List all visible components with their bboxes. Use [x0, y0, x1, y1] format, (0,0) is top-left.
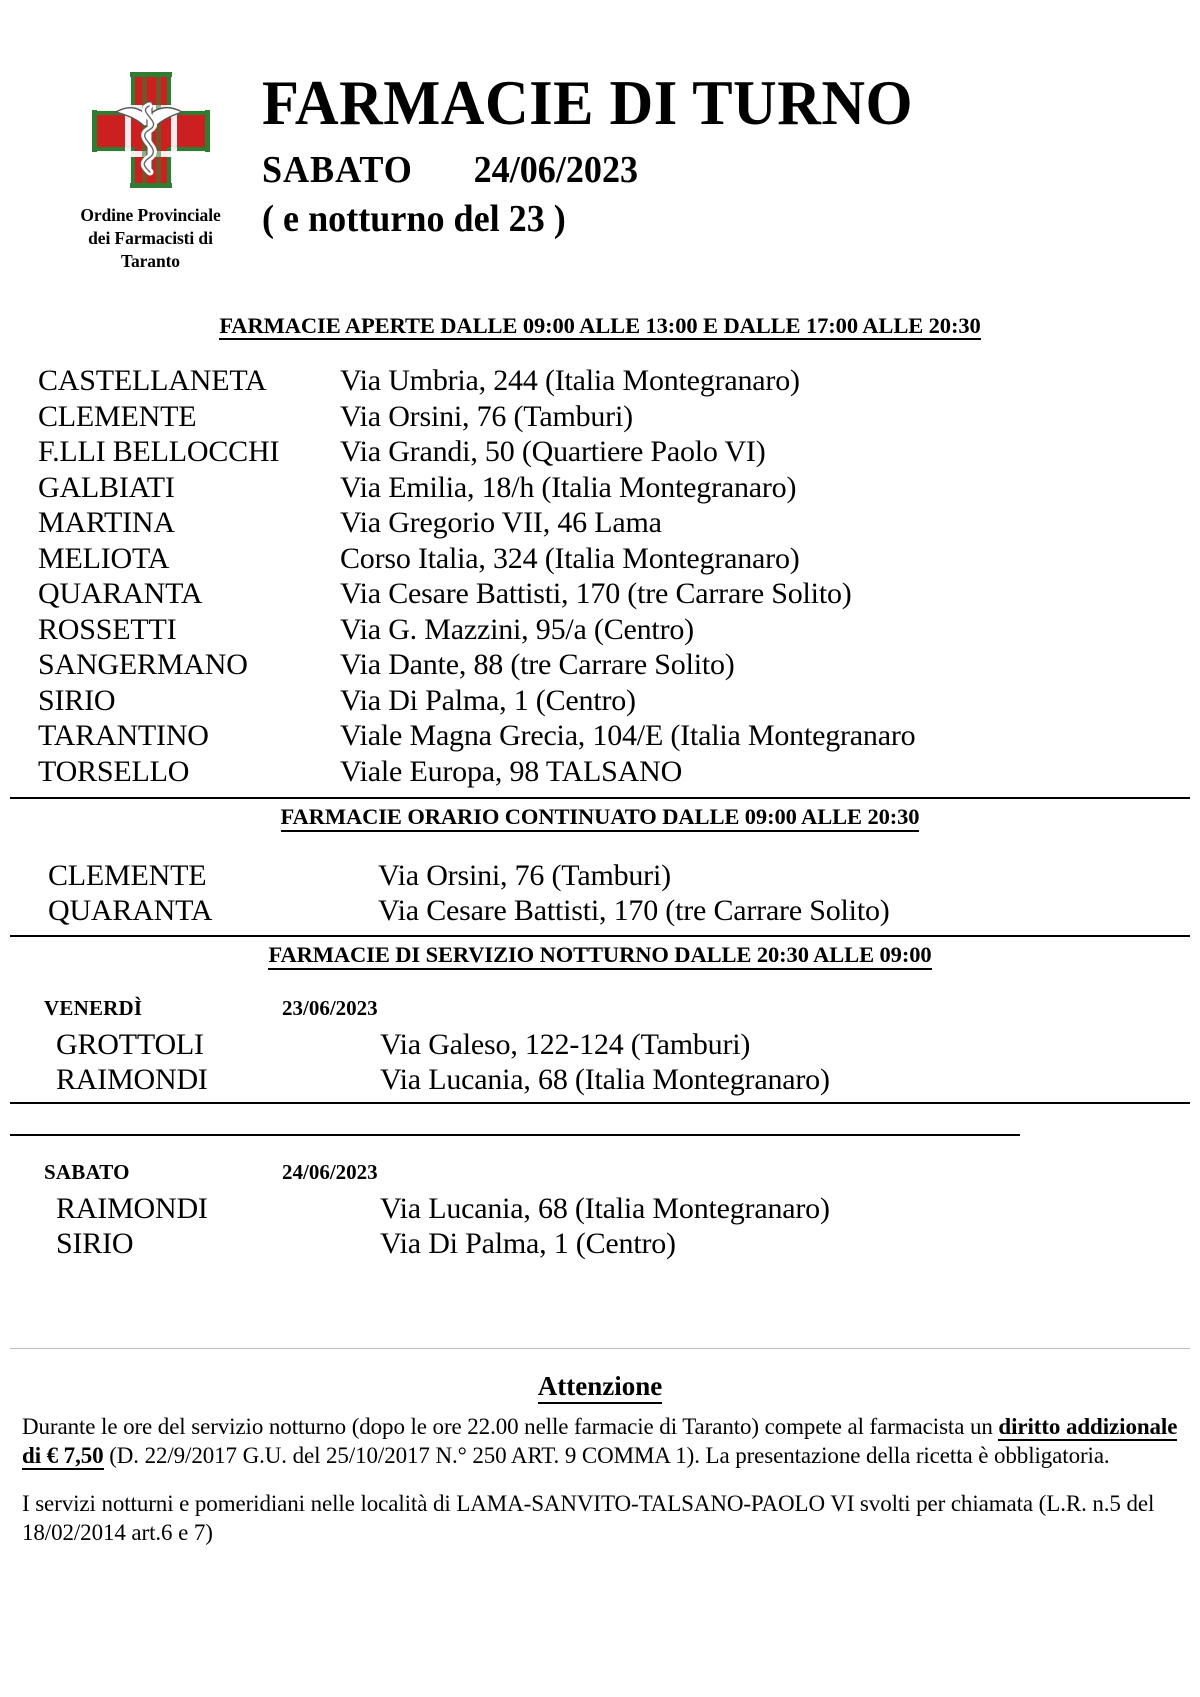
- pharmacy-name: TARANTINO: [38, 719, 209, 753]
- night-pharmacies-list-venerdi: [0, 1027, 1200, 1098]
- list-item: [0, 399, 1200, 435]
- pharmacy-address: Via Emilia, 18/h (Italia Montegranaro): [340, 470, 797, 504]
- list-item: [0, 754, 1200, 790]
- divider: [10, 1348, 1190, 1349]
- pharmacy-name: MARTINA: [38, 506, 175, 540]
- night-day-date: 23/06/2023: [282, 995, 378, 1020]
- attention-p1-bold: diritto addizionale di € 7,50: [22, 1413, 1178, 1469]
- list-item: [0, 893, 1200, 929]
- pharmacy-name: F.LLI BELLOCCHI: [38, 435, 280, 469]
- night-day-header-sabato: [0, 1136, 1200, 1189]
- pharmacy-name: CLEMENTE: [38, 399, 197, 433]
- list-item: [0, 434, 1200, 470]
- spacer: [0, 1104, 1200, 1134]
- pharmacy-name: RAIMONDI: [56, 1191, 208, 1225]
- pharmacy-address: Via Galeso, 122-124 (Tamburi): [380, 1027, 751, 1061]
- pharmacy-name: QUARANTA: [48, 894, 213, 928]
- section-heading-notturno-text: FARMACIE DI SERVIZIO NOTTURNO DALLE 20:30 ALLE 09:00: [268, 942, 931, 970]
- pharmacy-address: Via Di Palma, 1 (Centro): [380, 1227, 676, 1261]
- pharmacy-name: QUARANTA: [38, 577, 203, 611]
- night-pharmacies-list-sabato: [0, 1191, 1200, 1262]
- list-item: [0, 1027, 1200, 1063]
- pharmacy-address: Viale Magna Grecia, 104/E (Italia Montegranaro: [340, 719, 916, 753]
- pharmacy-address: Viale Europa, 98 TALSANO: [340, 755, 683, 789]
- pharmacy-name: SANGERMANO: [38, 648, 248, 682]
- pharmacy-address: Via Di Palma, 1 (Centro): [340, 683, 636, 717]
- pharmacy-name: SIRIO: [38, 683, 116, 717]
- attention-title-text: Attenzione: [538, 1371, 662, 1404]
- attention-p1-part-b: (D. 22/9/2017 G.U. del 25/10/2017 N.° 250 ART. 9 COMMA 1). La presentazione della ricetta è obbligatoria.: [103, 1443, 1110, 1469]
- page-title: FARMACIE DI TURNO: [262, 68, 914, 138]
- list-item: [0, 612, 1200, 648]
- pharmacy-address: Via G. Mazzini, 95/a (Centro): [340, 612, 694, 646]
- pharmacy-name: SIRIO: [56, 1227, 134, 1261]
- list-item: [0, 858, 1200, 894]
- pharmacy-name: RAIMONDI: [56, 1063, 208, 1097]
- night-day-header-venerdi: [0, 972, 1200, 1025]
- duty-date-value: 24/06/2023: [473, 149, 639, 191]
- pharmacy-cross-caduceus-icon: [86, 66, 216, 194]
- night-note: ( e notturno del 23 ): [262, 197, 566, 240]
- continuous-hours-list: [0, 858, 1200, 929]
- pharmacy-address: Via Dante, 88 (tre Carrare Solito): [340, 648, 735, 682]
- pharmacy-address: Via Lucania, 68 (Italia Montegranaro): [380, 1063, 830, 1097]
- section-heading-continuato: [0, 799, 1200, 834]
- pharmacy-name: GROTTOLI: [56, 1027, 204, 1061]
- org-line-3: Taranto: [121, 251, 180, 272]
- list-item: [0, 576, 1200, 612]
- night-day-name: SABATO: [44, 1159, 130, 1184]
- pharmacy-address: Via Orsini, 76 (Tamburi): [378, 858, 671, 892]
- list-item: [0, 718, 1200, 754]
- spacer: [0, 1262, 1200, 1348]
- list-item: [0, 505, 1200, 541]
- open-pharmacies-list: [0, 363, 1200, 790]
- pharmacy-name: ROSSETTI: [38, 612, 177, 646]
- pharmacy-address: Via Lucania, 68 (Italia Montegranaro): [380, 1191, 830, 1225]
- list-item: [0, 363, 1200, 399]
- pharmacy-name: CLEMENTE: [48, 858, 207, 892]
- pharmacy-address: Via Grandi, 50 (Quartiere Paolo VI): [340, 435, 766, 469]
- pharmacy-address: Corso Italia, 324 (Italia Montegranaro): [340, 541, 800, 575]
- list-item: [0, 541, 1200, 577]
- section-heading-open-text: FARMACIE APERTE DALLE 09:00 ALLE 13:00 E DALLE 17:00 ALLE 20:30: [219, 313, 981, 338]
- duty-date-row: [262, 151, 1117, 191]
- pharmacy-name: GALBIATI: [38, 470, 175, 504]
- attention-p1-part-a: Durante le ore del servizio notturno (dopo le ore 22.00 nelle farmacie di Taranto) compete al farmacista un: [22, 1413, 999, 1439]
- night-day-date: 24/06/2023: [282, 1159, 378, 1184]
- night-day-name: VENERDÌ: [44, 995, 143, 1020]
- section-heading-continuato-text: FARMACIE ORARIO CONTINUATO DALLE 09:00 ALLE 20:30: [281, 804, 920, 832]
- organization-name: [38, 204, 263, 273]
- pharmacy-address: Via Cesare Battisti, 170 (tre Carrare Solito): [378, 894, 890, 928]
- list-item: [0, 1191, 1200, 1227]
- list-item: [0, 470, 1200, 506]
- section-heading-open: [0, 305, 1200, 341]
- duty-day-label: SABATO: [262, 149, 413, 191]
- pharmacy-address: Via Umbria, 244 (Italia Montegranaro): [340, 364, 800, 397]
- pharmacy-name: TORSELLO: [38, 755, 190, 789]
- list-item: [0, 1226, 1200, 1262]
- list-item: [0, 683, 1200, 719]
- pharmacy-address: Via Gregorio VII, 46 Lama: [340, 506, 662, 540]
- pharmacy-address: Via Orsini, 76 (Tamburi): [340, 399, 633, 433]
- pharmacy-name: CASTELLANETA: [38, 364, 267, 397]
- attention-title: [22, 1371, 1178, 1412]
- section-heading-notturno: [0, 937, 1200, 972]
- org-line-1: Ordine Provinciale: [80, 205, 221, 225]
- attention-footer: [0, 1371, 1200, 1548]
- org-line-2: dei Farmacisti di: [88, 228, 213, 249]
- page-header: [0, 0, 1200, 305]
- organization-logo-block: [38, 66, 263, 273]
- pharmacy-name: MELIOTA: [38, 541, 170, 575]
- attention-paragraph-1: [22, 1412, 1178, 1471]
- attention-paragraph-2: I servizi notturni e pomeridiani nelle località di LAMA-SANVITO-TALSANO-PAOLO VI svolti per chiamata (L.R. n.5 del 18/02/2014 art.6 e 7): [22, 1490, 1155, 1546]
- pharmacy-address: Via Cesare Battisti, 170 (tre Carrare Solito): [340, 577, 852, 611]
- list-item: [0, 1062, 1200, 1098]
- list-item: [0, 647, 1200, 683]
- title-block: [262, 68, 1162, 240]
